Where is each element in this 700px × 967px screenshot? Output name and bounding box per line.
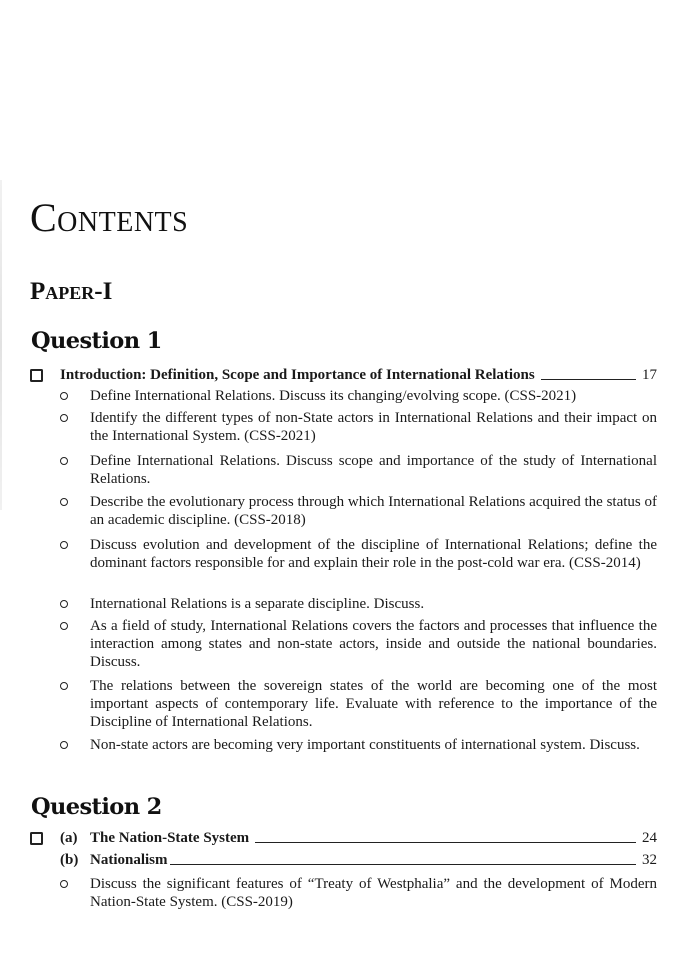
list-item-text: The relations between the sovereign states of the world are becoming one of the most important aspects of contemporary life. Evaluate with reference to the importance of the Discipline of International Relations. [90, 678, 657, 730]
list-item-text: Discuss evolution and development of the discipline of International Relations; define the dominant factors responsible for and explain their role in the post-cold war era. (CSS-2014) [90, 537, 657, 571]
circle-bullet-icon [60, 392, 68, 400]
circle-bullet-icon [60, 880, 68, 888]
toc-entry-label: Nationalism [90, 852, 168, 868]
list-item [60, 536, 657, 572]
list-item [60, 617, 657, 671]
dot-leader [541, 379, 636, 380]
circle-bullet-icon [60, 541, 68, 549]
list-item-text: Define International Relations. Discuss scope and importance of the study of International Relations. [90, 453, 657, 487]
list-item-text: Describe the evolutionary process through which International Relations acquired the status of an academic discipline. (CSS-2018) [90, 494, 657, 528]
list-item-text: Discuss the significant features of “Treaty of Westphalia” and the development of Modern Nation-State System. (CSS-2019) [90, 876, 657, 910]
list-item [60, 493, 657, 529]
circle-bullet-icon [60, 414, 68, 422]
list-item-text: Non-state actors are becoming very important constituents of international system. Discuss. [90, 737, 640, 753]
subtopic-marker: (a) [60, 830, 78, 846]
list-item [60, 387, 657, 405]
toc-entry[interactable] [30, 851, 657, 869]
page-title: Contents [30, 195, 189, 240]
list-item [60, 452, 657, 488]
dot-leader [255, 842, 636, 843]
list-item [60, 736, 657, 754]
subtopic-marker: (b) [60, 852, 79, 868]
list-item [60, 875, 657, 911]
list-item-text: Identify the different types of non-State actors in International Relations and their impact on the International System. (CSS-2021) [90, 410, 657, 444]
toc-entry[interactable] [30, 829, 657, 847]
toc-entry[interactable] [30, 366, 657, 384]
toc-entry-label: The Nation-State System [90, 830, 250, 846]
question-heading: Question 1 [31, 328, 162, 354]
question-heading: Question 2 [31, 794, 162, 820]
circle-bullet-icon [60, 682, 68, 690]
paper-heading: Paper-I [30, 278, 113, 305]
circle-bullet-icon [60, 600, 68, 608]
page-number: 17 [642, 367, 657, 383]
list-item-text: Define International Relations. Discuss its changing/evolving scope. (CSS-2021) [90, 388, 577, 404]
circle-bullet-icon [60, 622, 68, 630]
circle-bullet-icon [60, 498, 68, 506]
checkbox-icon [30, 369, 43, 382]
page-number: 32 [642, 852, 657, 868]
dot-leader [170, 864, 636, 865]
toc-entry-label: Introduction: Definition, Scope and Importance of International Relations [60, 367, 535, 383]
list-item [60, 409, 657, 445]
list-item [60, 595, 657, 613]
list-item-text: As a field of study, International Relations covers the factors and processes that influence the interaction among states and non-state actors, inside and outside the national boundaries. Discuss. [90, 618, 657, 670]
circle-bullet-icon [60, 741, 68, 749]
list-item-text: International Relations is a separate discipline. Discuss. [90, 596, 425, 612]
page-edge-shadow [0, 180, 2, 510]
list-item [60, 677, 657, 731]
circle-bullet-icon [60, 457, 68, 465]
page-number: 24 [642, 830, 657, 846]
checkbox-icon [30, 832, 43, 845]
